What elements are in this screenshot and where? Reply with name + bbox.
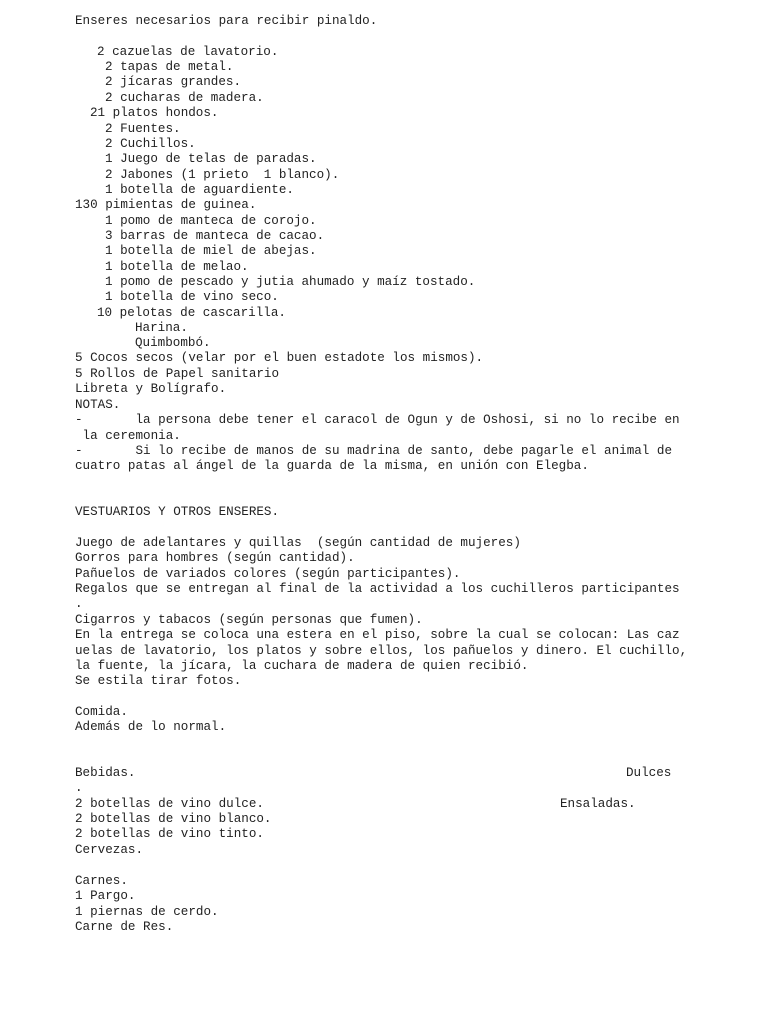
list-item: 1 piernas de cerdo. [75,905,219,919]
notes-heading: NOTAS. [75,398,121,412]
list-item: Harina. [135,321,188,335]
note-line: la ceremonia. [75,429,181,443]
paragraph-line: la fuente, la jícara, la cuchara de madera de quien recibió. [75,659,529,673]
section-heading-comida: Comida. [75,705,128,719]
list-item: 2 botellas de vino blanco. [75,812,272,826]
list-item: 10 pelotas de cascarilla. [97,306,286,320]
paragraph-line: . [75,597,83,611]
list-item: 5 Rollos de Papel sanitario [75,367,280,381]
list-item: 2 botellas de vino tinto. [75,827,264,841]
list-item: 5 Cocos secos (velar por el buen estadote los mismos). [75,351,484,365]
paragraph-line: Pañuelos de variados colores (según participantes). [75,567,461,581]
paragraph-line: Cigarros y tabacos (según personas que fumen). [75,613,423,627]
note-line: cuatro patas al ángel de la guarda de la misma, en unión con Elegba. [75,459,589,473]
section-heading-ensaladas: Ensaladas. [560,797,636,811]
list-item: Cervezas. [75,843,144,857]
list-item: Quimbombó. [135,336,211,350]
paragraph-line: Gorros para hombres (según cantidad). [75,551,355,565]
list-item: 1 Pargo. [75,889,136,903]
list-item: 1 botella de aguardiente. [105,183,294,197]
list-item: Carne de Res. [75,920,174,934]
list-item: 2 Cuchillos. [105,137,196,151]
list-item: 2 cucharas de madera. [105,91,264,105]
paragraph-line: Además de lo normal. [75,720,227,734]
list-item: 1 pomo de manteca de corojo. [105,214,317,228]
list-item: 1 Juego de telas de paradas. [105,152,317,166]
list-item: 2 botellas de vino dulce. [75,797,264,811]
list-item: 1 botella de vino seco. [105,290,279,304]
list-item: 2 cazuelas de lavatorio. [97,45,279,59]
section-heading-dulces: Dulces [626,766,672,780]
paragraph-line: Juego de adelantares y quillas (según cantidad de mujeres) [75,536,521,550]
note-line: - la persona debe tener el caracol de Ogun y de Oshosi, si no lo recibe en [75,413,680,427]
section-heading-bebidas: Bebidas. [75,766,136,780]
section-heading-vestuarios: VESTUARIOS Y OTROS ENSERES. [75,505,280,519]
list-item: 1 botella de melao. [105,260,249,274]
note-line: - Si lo recibe de manos de su madrina de santo, debe pagarle el animal de [75,444,673,458]
dulces-dot: . [75,781,83,795]
list-item: 21 platos hondos. [90,106,219,120]
paragraph-line: uelas de lavatorio, los platos y sobre ellos, los pañuelos y dinero. El cuchillo, [75,644,688,658]
list-item: 2 tapas de metal. [105,60,234,74]
list-item: 2 Fuentes. [105,122,181,136]
list-item: 2 jícaras grandes. [105,75,242,89]
list-item: 2 Jabones (1 prieto 1 blanco). [105,168,340,182]
list-item: 1 botella de miel de abejas. [105,244,317,258]
document-title: Enseres necesarios para recibir pinaldo. [75,14,378,28]
paragraph-line: Se estila tirar fotos. [75,674,242,688]
list-item: 1 pomo de pescado y jutia ahumado y maíz tostado. [105,275,476,289]
section-heading-carnes: Carnes. [75,874,128,888]
list-item: Libreta y Bolígrafo. [75,382,227,396]
list-item: 3 barras de manteca de cacao. [105,229,325,243]
paragraph-line: En la entrega se coloca una estera en el piso, sobre la cual se colocan: Las caz [75,628,680,642]
list-item: 130 pimientas de guinea. [75,198,257,212]
paragraph-line: Regalos que se entregan al final de la actividad a los cuchilleros participantes [75,582,680,596]
